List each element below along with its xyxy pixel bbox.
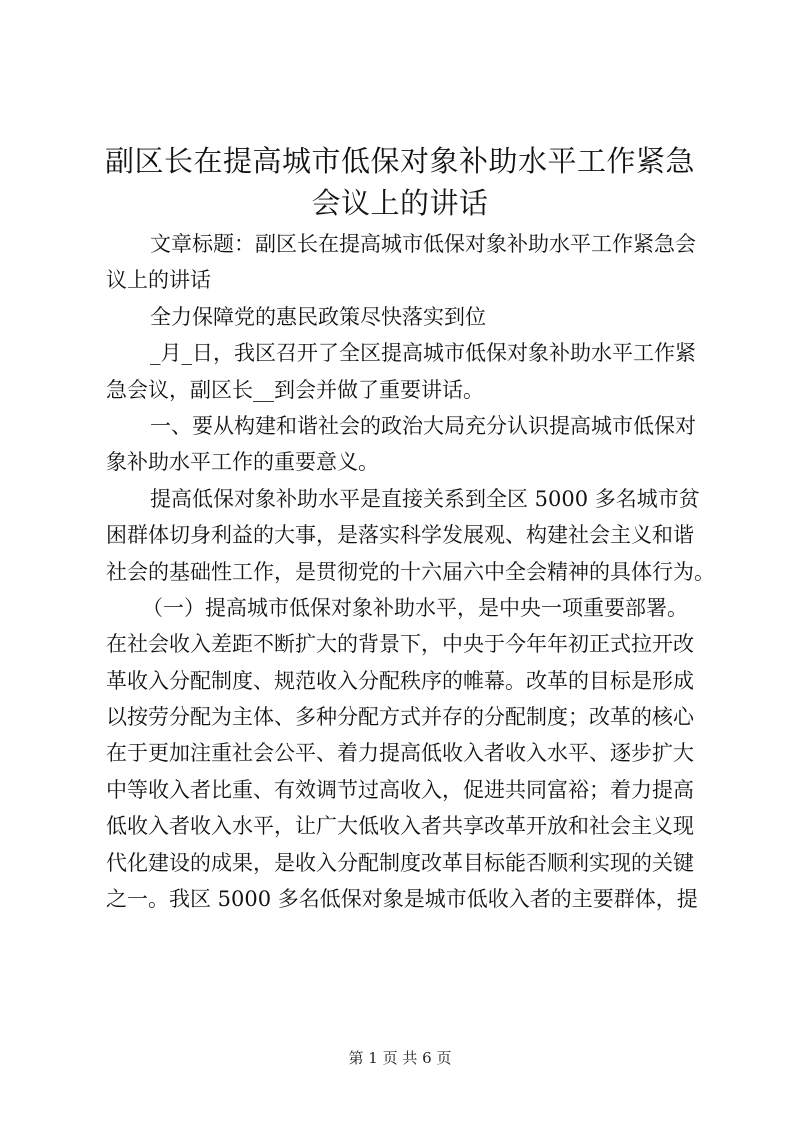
text-line: 提高低保对象补助水平是直接关系到全区 5000 多名城市贫 xyxy=(150,486,700,511)
page-title xyxy=(100,140,700,224)
text-line: 革收入分配制度、规范收入分配秩序的帷幕。改革的目标是形成 xyxy=(106,668,694,693)
text-line: 在社会收入差距不断扩大的背景下，中央于今年年初正式拉开改 xyxy=(106,632,694,657)
document-body xyxy=(106,226,715,917)
text-line: 中等收入者比重、有效调节过高收入，促进共同富裕；着力提高 xyxy=(106,777,694,802)
text-line: 文章标题：副区长在提高城市低保对象补助水平工作紧急会 xyxy=(150,232,696,256)
text-line: （一）提高城市低保对象补助水平，是中央一项重要部署。 xyxy=(142,595,688,620)
text-line: 之一。我区 5000 多名低保对象是城市低收入者的主要群体，提 xyxy=(106,887,698,912)
text-line: 在于更加注重社会公平、着力提高低收入者收入水平、逐步扩大 xyxy=(106,741,694,766)
text-line: 代化建设的成果，是收入分配制度改革目标能否顺利实现的关键 xyxy=(106,850,694,875)
text-line: 一、要从构建和谐社会的政治大局充分认识提高城市低保对 xyxy=(150,413,696,438)
title-line: 副区长在提高城市低保对象补助水平工作紧急 xyxy=(104,144,695,178)
paragraph-article-title xyxy=(106,226,706,299)
text-line: 议上的讲话 xyxy=(106,268,211,293)
text-line: 全力保障党的惠民政策尽快落实到位 xyxy=(150,304,486,329)
text-line: 低收入者收入水平，让广大低收入者共享改革开放和社会主义现 xyxy=(106,814,694,839)
paragraph-section-heading xyxy=(106,408,706,481)
paragraph-central-deployment xyxy=(106,590,706,918)
page-footer: 第 1 页 共 6 页 xyxy=(348,1049,452,1067)
paragraph-intro xyxy=(106,335,706,408)
paragraph-subtitle xyxy=(106,299,706,335)
paragraph-significance xyxy=(106,481,715,590)
text-line: _月_日，我区召开了全区提高城市低保对象补助水平工作紧 xyxy=(150,341,696,366)
text-line: 困群体切身利益的大事，是落实科学发展观、构建社会主义和谐 xyxy=(106,523,694,548)
text-line: 象补助水平工作的重要意义。 xyxy=(106,450,379,475)
text-line: 以按劳分配为主体、多种分配方式并存的分配制度；改革的核心 xyxy=(106,705,694,730)
title-line: 会议上的讲话 xyxy=(311,186,489,220)
text-line: 急会议，副区长__到会并做了重要讲话。 xyxy=(106,377,484,402)
text-line: 社会的基础性工作，是贯彻党的十六届六中全会精神的具体行为。 xyxy=(106,559,715,584)
